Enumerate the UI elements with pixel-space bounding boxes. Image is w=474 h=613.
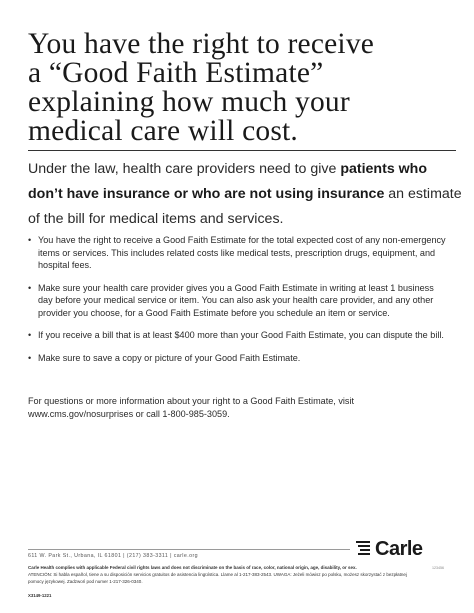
document-id: 123456 bbox=[432, 566, 444, 570]
bullet-icon: • bbox=[28, 235, 32, 245]
list-item-text: Make sure your health care provider gives you a Good Faith Estimate in writing at least 1 business day before your medical service or item. You can also ask your health care provider, and any other provider you choose, for a Good Faith Estimate before you schedule an item or service. bbox=[38, 282, 434, 318]
headline-line: explaining how much your bbox=[28, 86, 350, 118]
bullet-icon: • bbox=[28, 282, 32, 293]
list-item-text: You have the right to receive a Good Faith Estimate for the total expected cost of any non-emergency items or services. This includes related costs like medical tests, prescription drugs, equipment, and hospital fees. bbox=[38, 235, 446, 270]
carle-logo bbox=[356, 538, 450, 560]
notice-line: ATENCIÓN: Si habla español, tiene a su disposición servicios gratuitos de asistencia lingüística. Llame al 1-217-383-2543. UWAGA: Jeżeli mówisz po polsku, możesz skorzystać z bezpłatnej bbox=[28, 572, 407, 577]
list-item bbox=[28, 329, 448, 342]
logo-wordmark: Carle bbox=[375, 538, 423, 560]
footer-divider bbox=[28, 549, 350, 550]
intro-paragraph bbox=[28, 157, 464, 232]
headline-line: You have the right to receive bbox=[28, 28, 375, 60]
rights-list bbox=[28, 234, 448, 374]
form-code: X3149-1221 bbox=[28, 593, 52, 598]
contact-line: www.cms.gov/nosurprises or call 1-800-985-3059. bbox=[28, 408, 230, 419]
list-item bbox=[28, 234, 448, 272]
section-divider bbox=[28, 150, 456, 151]
nondiscrimination-notice bbox=[28, 564, 448, 585]
headline-line: medical care will cost. bbox=[28, 115, 298, 147]
bullet-icon: • bbox=[28, 330, 32, 340]
contact-info bbox=[28, 395, 428, 420]
contact-line: For questions or more information about your right to a Good Faith Estimate, visit bbox=[28, 396, 355, 406]
intro-text-end: an estimate of the bill for medical items and services. bbox=[28, 186, 462, 227]
list-item-text: Make sure to save a copy or picture of your Good Faith Estimate. bbox=[38, 352, 301, 363]
footer-address: 611 W. Park St., Urbana, IL 61801 | (217) 383-3311 | carle.org bbox=[28, 553, 198, 559]
page-title bbox=[28, 30, 458, 146]
notice-line: pomocy językowej. Zadzwoń pod numer 1-217-326-0340. bbox=[28, 579, 143, 584]
list-item bbox=[28, 352, 448, 365]
headline-line: a “Good Faith Estimate” bbox=[28, 57, 324, 89]
notice-line: Carle Health complies with applicable Federal civil rights laws and does not discriminate on the basis of race, color, national origin, age, disability, or sex. bbox=[28, 565, 357, 570]
intro-emphasis: patients who don’t have insurance or who are not using insurance bbox=[28, 161, 428, 202]
list-item-text: If you receive a bill that is at least $400 more than your Good Faith Estimate, you can dispute the bill. bbox=[38, 330, 444, 340]
list-item bbox=[28, 282, 448, 320]
bullet-icon: • bbox=[28, 352, 32, 363]
intro-text-start: Under the law, health care providers need to give bbox=[28, 161, 341, 177]
